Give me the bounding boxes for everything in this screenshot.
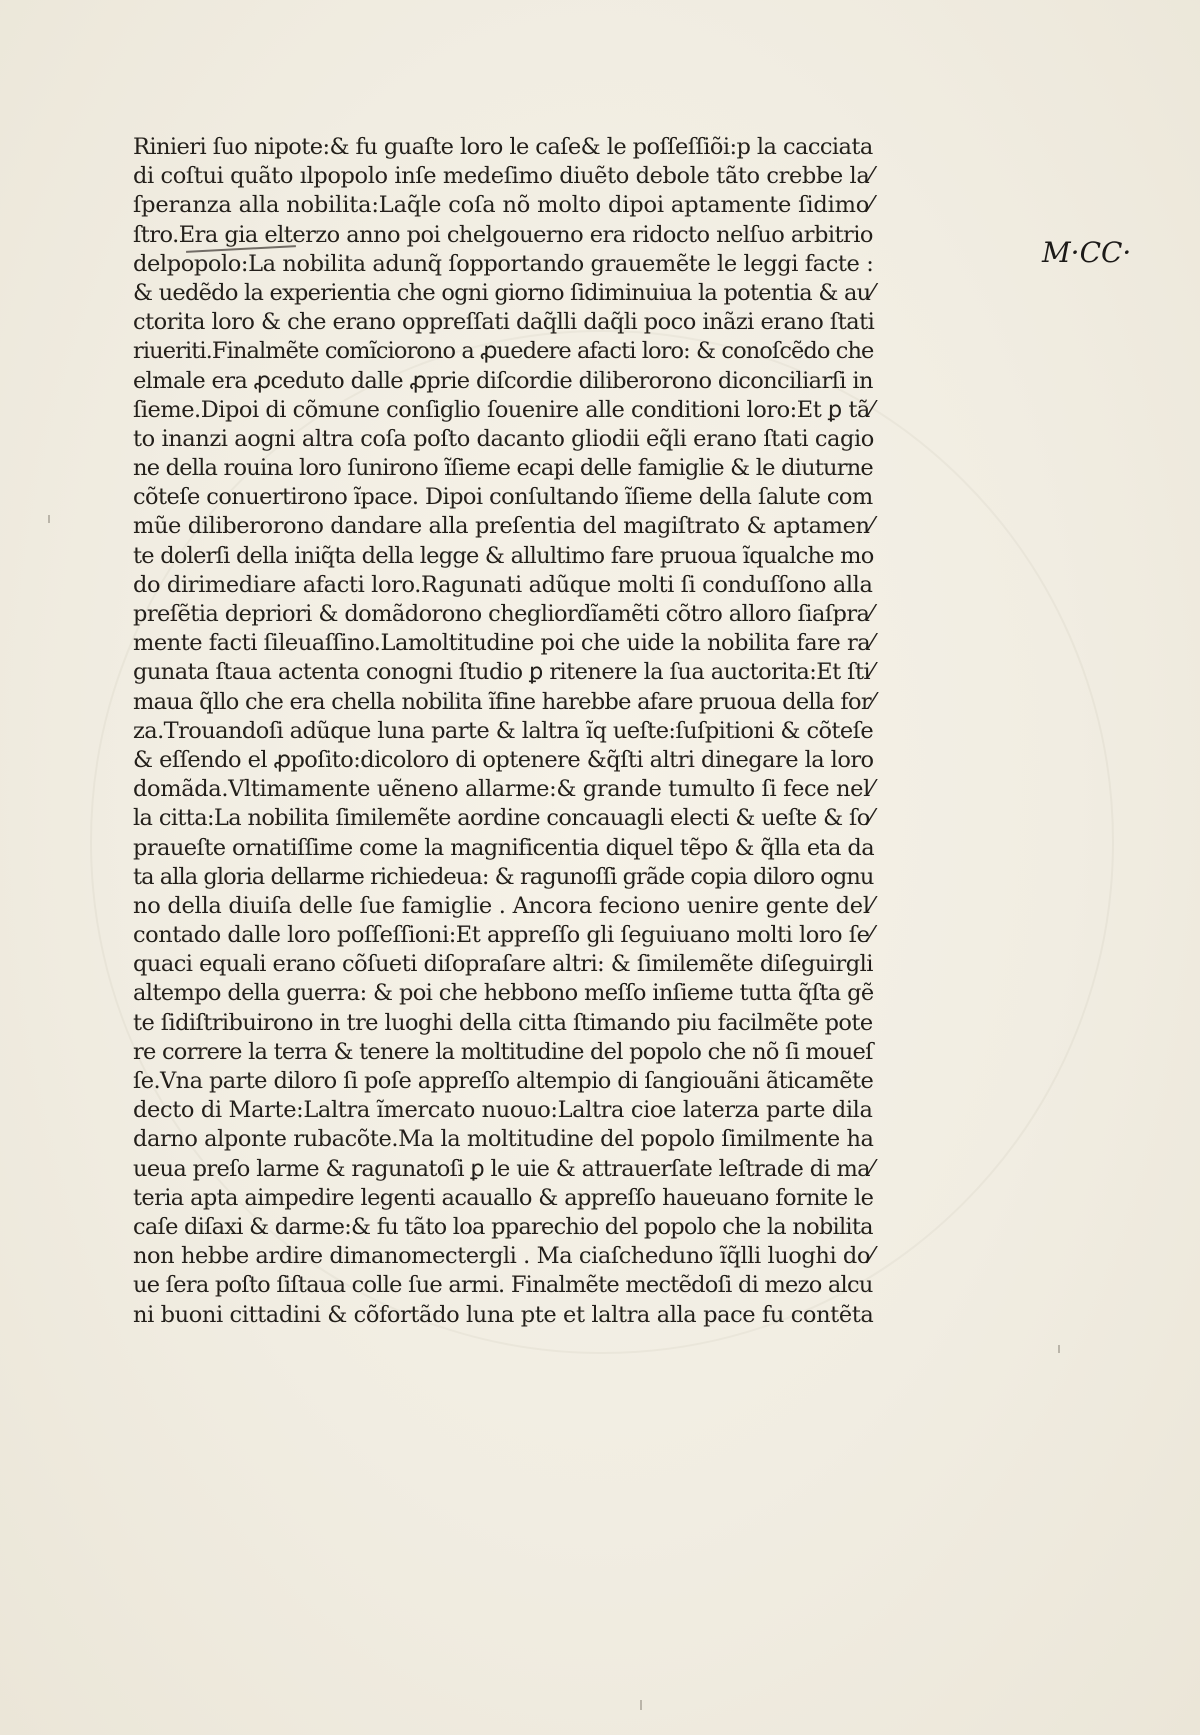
text-line: la citta:La nobilita ſimilemẽte aordine concauagli electi & ueſte & ſo⁄ xyxy=(133,805,873,832)
text-line: no della diuiſa delle ſue famiglie . Ancora feciono uenire gente del⁄ xyxy=(133,892,874,919)
paper-fleck xyxy=(48,515,50,523)
text-line: ſe.Vna parte diloro ſi poſe appreſſo altempio di ſangiouãni ãticamẽte xyxy=(133,1068,874,1094)
paper-fleck xyxy=(1058,1345,1060,1353)
text-line: decto di Marte:Laltra ĩmercato nuouo:Laltra cioe laterza parte dila xyxy=(133,1097,873,1124)
text-line: & uedẽdo la experientia che ogni giorno ſidiminuiua la potentia & au⁄ xyxy=(133,279,874,306)
text-line: teria apta aimpedire legenti acauallo & appreſſo haueuano fornite le xyxy=(133,1184,874,1211)
text-block xyxy=(133,133,873,1330)
text-line: praueſte ornatiſſime come la magnificentia diquel tẽpo & q̃lla eta da xyxy=(133,834,875,861)
text-line: Rinieri ſuo nipote:& fu guaſte loro le caſe& le poſſeſſiõi:p la cacciata xyxy=(133,134,873,160)
text-line: preſẽtia depriori & domãdorono chegliordĩamẽti cõtro alloro ſiaſpra⁄ xyxy=(133,601,873,627)
text-line: do dirimediare afacti loro.Ragunati adũque molti ſi conduſſono alla xyxy=(133,571,873,598)
text-line: contado dalle loro poſſeſſioni:Et appreſſo gli ſeguiuano molti loro ſe⁄ xyxy=(133,922,873,949)
text-line: cõteſe conuertirono ĩpace. Dipoi conſultando ĩſieme della ſalute com xyxy=(133,484,873,511)
text-line: non hebbe ardire dimanomectergli . Ma ciaſcheduno ĩq̃lli luoghi do⁄ xyxy=(133,1243,874,1270)
text-line: ſieme.Dipoi di cõmune conſiglio ſouenire alle conditioni loro:Et ꝑ tã⁄ xyxy=(133,396,874,423)
marginal-note: M·CC· xyxy=(1042,236,1132,269)
text-line: ue ſera poſto ſiſtaua colle ſue armi. Finalmẽte mectẽdoſi di mezo alcu xyxy=(133,1272,873,1299)
text-line: ueua preſo larme & ragunatoſi ꝑ le uie & attrauerſate leſtrade di ma⁄ xyxy=(133,1155,874,1182)
text-line: ſperanza alla nobilita:Laq̃le coſa nõ molto dipoi aptamente ſidimo⁄ xyxy=(133,192,873,219)
text-line: za.Trouandoſi adũque luna parte & laltra ĩq ueſte:ſuſpitioni & cõteſe xyxy=(133,717,874,744)
text-line: riueriti.Finalmẽte comĩciorono a ꝓuedere afacti loro: & conoſcẽdo che xyxy=(133,338,874,365)
text-line: altempo della guerra: & poi che hebbono meſſo inſieme tutta q̃ſta gẽ xyxy=(133,980,874,1007)
text-line: caſe diſaxi & darme:& fu tãto loa pparechio del popolo che la nobilita xyxy=(133,1213,873,1240)
text-line: & eſſendo el ꝓpoſito:dicoloro di optenere &q̃ſti altri dinegare la loro xyxy=(133,746,874,773)
text-line: to inanzi aogni altra coſa poſto dacanto gliodii eq̃li erano ſtati cagio xyxy=(133,425,874,452)
text-line: mente facti ſileuaſſino.Lamoltitudine poi che uide la nobilita fare ra⁄ xyxy=(133,630,874,657)
text-line: gunata ſtaua actenta conogni ſtudio ꝑ ritenere la ſua auctorita:Et ſti⁄ xyxy=(133,659,874,686)
text-line: quaci equali erano cõſueti diſopraſare altri: & ſimilemẽte diſeguirgli xyxy=(133,951,873,978)
text-line: domãda.Vltimamente uẽneno allarme:& grande tumulto ſi fece nel⁄ xyxy=(133,776,874,803)
text-line: delpopolo:La nobilita adunq̃ ſopportando grauemẽte le leggi facte : xyxy=(133,250,874,277)
text-line: te ſidiſtribuirono in tre luoghi della citta ſtimando piu facilmẽte pote xyxy=(133,1009,873,1036)
text-line: ctorita loro & che erano oppreſſati daq̃lli daq̃li poco inãzi erano ſtati xyxy=(133,309,875,336)
text-line: di coſtui quãto ılpopolo inſe medeſimo diuẽto debole tãto crebbe la⁄ xyxy=(133,163,873,190)
text-line: re correre la terra & tenere la moltitudine del popolo che nõ ſi moueſ xyxy=(133,1038,873,1065)
text-line: mũe diliberorono dandare alla preſentia del magiſtrato & aptamen⁄ xyxy=(133,513,873,540)
paper-fleck xyxy=(640,1700,642,1710)
text-line: ta alla gloria dellarme richiedeua: & ragunoſſi grãde copia diloro ognu xyxy=(133,863,874,890)
text-line: maua q̃llo che era chella nobilita ĩfine harebbe afare pruoua della for⁄ xyxy=(133,688,874,715)
text-line: ni buoni cittadini & cõfortãdo luna pte et laltra alla pace fu contẽta xyxy=(133,1301,874,1328)
text-line: ne della rouina loro ſunirono ĩſieme ecapi delle famiglie & le diuturne xyxy=(133,455,873,482)
text-line: ſtro.Era gia elterzo anno poi chelgouerno era ridocto nelſuo arbitrio xyxy=(133,221,873,248)
text-line: te dolerſi della iniq̃ta della legge & allultimo fare pruoua ĩqualche mo xyxy=(133,542,874,569)
text-line: darno alponte rubacõte.Ma la moltitudine del popolo ſimilmente ha xyxy=(133,1126,874,1153)
text-line: elmale era ꝓceduto dalle ꝓprie diſcordie diliberorono diconciliarſi in xyxy=(133,367,873,394)
